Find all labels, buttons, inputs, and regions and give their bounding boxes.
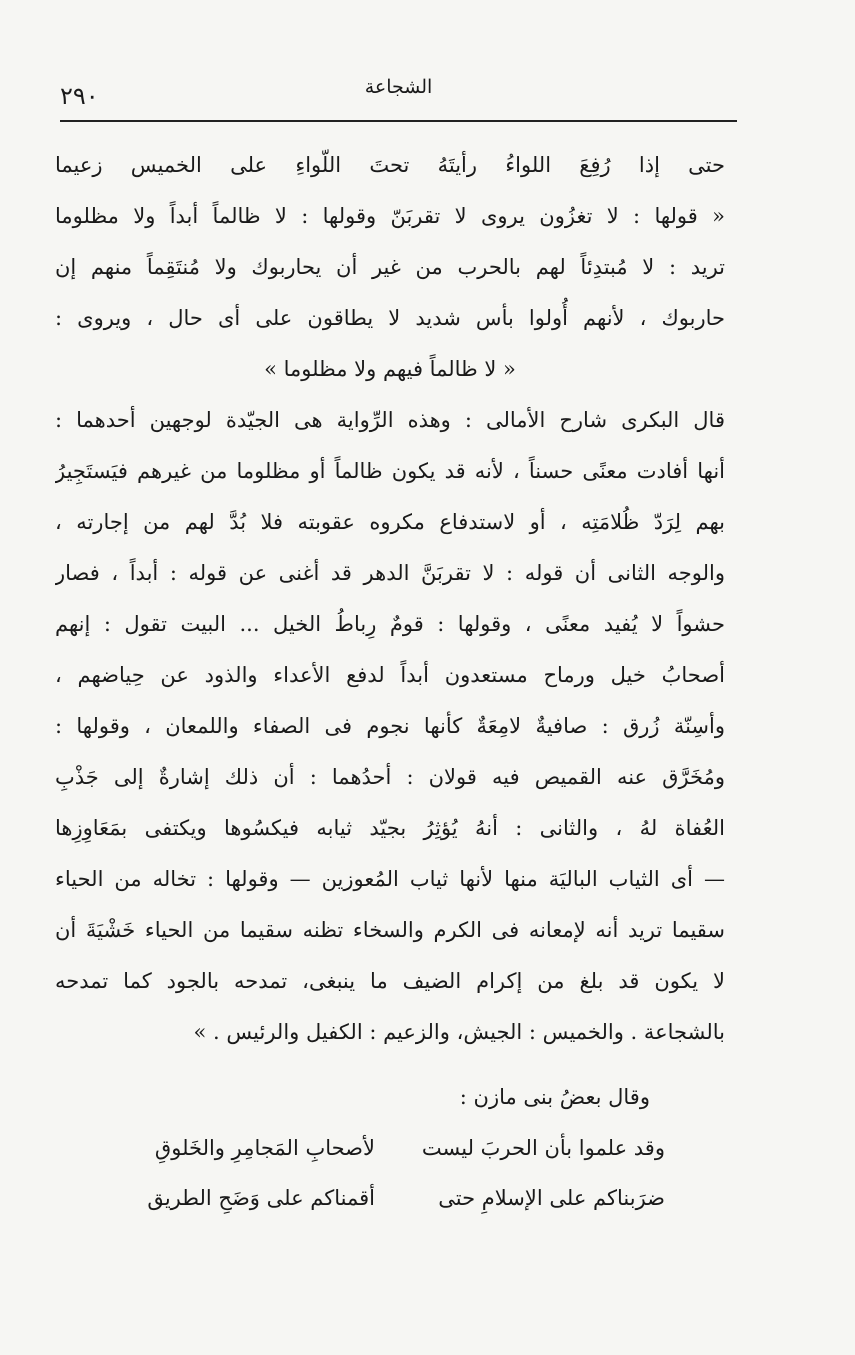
text-line: بهم لِرَدّ ظُلامَتِه ، أو لاستدفاع مكروه عقوبته فلا بُدَّ لهم من إجارته ، [55,510,725,534]
text-line: حتى إذا رُفِعَ اللواءُ رأيتَهُ تحتَ اللّواءِ على الخميس زعيما [55,153,725,177]
verse-first-hemistich: وقد علموا بأن الحربَ ليست [421,1136,665,1160]
running-title: الشجاعة [364,76,433,98]
text-line: حشواً لا يُفيد معنًى ، وقولها : قومٌ رِباطُ الخيل ... البيت تقول : إنهم [55,612,725,636]
header-rule [60,120,737,122]
text-line: تريد : لا مُبتدِئاً لهم بالحرب من غير أن يحاربوك ولا مُنتَقِماً منهم إن [55,255,725,279]
text-line: سقيما تريد أنه لإمعانه فى الكرم والسخاء تظنه سقيما من الحياء خَشْيَةَ أن [55,918,725,942]
verse-second-hemistich: لأصحابِ المَجامِرِ والخَلوقِ [154,1136,375,1160]
text-line: « لا ظالماً فيهم ولا مظلوما » [264,357,516,381]
text-line: ومُخَرَّق عنه القميص فيه قولان : أحدُهما : أن ذلك إشارةٌ إلى جَذْبِ [55,765,725,789]
text-line: — أى الثياب الباليَة منها لأنها ثياب المُعوزين — وقولها : تخاله من الحياء [55,867,725,891]
text-line: والوجه الثانى أن قوله : لا تقربَنَّ الدهر قد أغنى عن قوله : أبداً ، فصار [55,561,725,585]
page-header [60,70,737,122]
text-line: بالشجاعة . والخميس : الجيش، والزعيم : الكفيل والرئيس . » [193,1020,725,1044]
text-line: وأسِنّة زُرق : صافيةٌ لامِعَةٌ كأنها نجوم فى الصفاء واللمعان ، وقولها : [55,714,725,738]
text-line: أنها أفادت معنًى حسناً ، لأنه قد يكون ظالماً أو مظلوما من غيرهم فيَستَجِيرُ [55,459,725,483]
text-line: « قولها : لا تغزُون يروى لا تقربَنّ وقولها : لا ظالماً أبداً ولا مظلوما [55,204,725,228]
verse-line [55,1173,725,1223]
text-line: أصحابُ خيل ورماح مستعدون أبداً لدفع الأعداء والذود عن حِياضهم ، [55,663,725,687]
section-gap [55,1058,725,1072]
page-body [55,140,725,1223]
verse-line [55,1123,725,1173]
text-line: العُفاة لهُ ، والثانى : أنهُ يُؤثِرُ بجيّد ثيابه فيكسُوها ويكتفى بمَعَاوِزِها [55,816,725,840]
page-number: ٢٩٠ [60,82,99,110]
text-line: لا يكون قد بلغ من إكرام الضيف ما ينبغى، تمدحه بالجود كما تمدحه [55,969,725,993]
verse-second-hemistich: أقمناكم على وَضَحِ الطريق [147,1186,375,1210]
verse-first-hemistich: ضرَبناكم على الإسلامِ حتى [438,1186,665,1210]
text-line: قال البكرى شارح الأمالى : وهذه الرِّواية هى الجيّدة لوجهين أحدهما : [55,408,725,432]
poem-intro: وقال بعضُ بنى مازن : [459,1085,650,1109]
text-line: حاربوك ، لأنهم أُولوا بأس شديد لا يطاقون على أى حال ، ويروى : [55,306,725,330]
